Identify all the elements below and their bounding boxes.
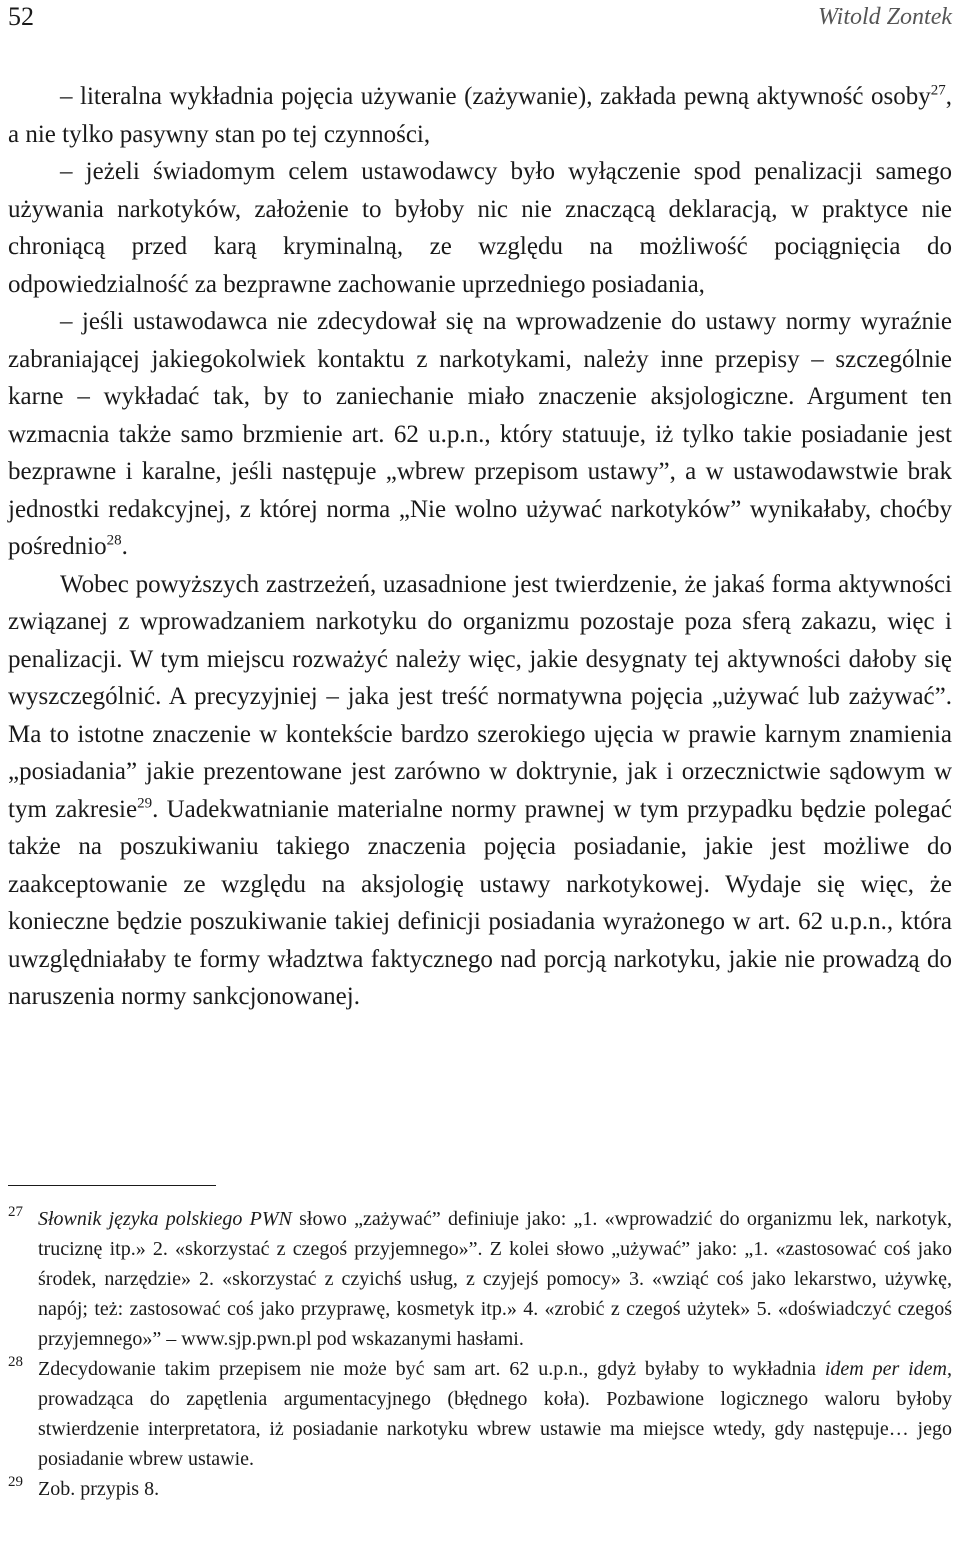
- footnote-ref-28[interactable]: 28: [106, 532, 122, 549]
- paragraph-1: [8, 78, 952, 153]
- footnote-italic-phrase: idem per idem: [824, 1358, 947, 1380]
- footnote-27: [8, 1204, 952, 1354]
- footnote-29: [8, 1474, 952, 1504]
- footnote-text: Zdecydowanie takim przepisem nie może być sam art. 62 u.p.n., gdyż byłaby to wykładnia: [38, 1358, 825, 1380]
- footnote-number: 29: [8, 1474, 23, 1490]
- footnote-number: 28: [8, 1354, 23, 1370]
- page-number: 52: [8, 2, 34, 31]
- paragraph-4-text: Wobec powyższych zastrzeżeń, uzasadnione jest twierdzenie, że jakaś forma aktywności związanej z wprowadzaniem narkotyku do organizmu pozostaje poza sferą zakazu, więc i penalizacji. W tym miejscu rozważyć należy więc, jakie desygnaty tej aktywności dałoby się wyszczególnić. A precyzyjniej – jaka jest treść normatywna pojęcia „używać lub zażywać”. Ma to istotne znaczenie w kontekście bardzo szerokiego ujęcia w prawie karnym znamienia „posiadania” jakie prezentowane jest zarówno w doktrynie, jak i orzecznictwie sądowym w tym zakresie: [8, 570, 952, 823]
- footnote-number: 27: [8, 1204, 23, 1220]
- paragraph-2: [8, 153, 952, 303]
- footnote-28: [8, 1354, 952, 1474]
- paragraph-4-end: . Uadekwatnianie materialne normy prawnej w tym przypadku będzie polegać także na poszukiwaniu takiego znaczenia pojęcia posiadanie, jakie jest możliwe do zaakceptowanie ze względu na aksjologię ustawy narkotykowej. Wydaje się więc, że konieczne będzie poszukiwanie takiej definicji posiadania wyrażonego w art. 62 u.p.n., która uwzględniałaby te formy władztwa faktycznego nad porcją narkotyku, jakie nie prowadzą do naruszenia normy sankcjonowanej.: [8, 795, 952, 1010]
- footnote-title-italic: Słownik języka polskiego PWN: [38, 1208, 292, 1230]
- footnote-text: , prowadząca do zapętlenia argumentacyjnego (błędnego koła). Pozbawione logicznego waloru byłoby stwierdzenie interpretatora, iż posiadanie narkotyku wbrew ustawie ma miejsce wtedy, gdy następuje… jego posiadanie wbrew ustawie.: [38, 1358, 952, 1470]
- footnote-separator: [8, 1185, 216, 1186]
- footnote-ref-27[interactable]: 27: [930, 82, 946, 99]
- footnote-ref-29[interactable]: 29: [137, 795, 153, 812]
- page-header: [8, 0, 952, 40]
- running-head-author: Witold Zontek: [818, 4, 952, 30]
- paragraph-2-text: – jeżeli świadomym celem ustawodawcy było wyłączenie spod penalizacji samego używania narkotyków, założenie to byłoby nic nie znaczącą deklaracją, w praktyce nie chroniącą przed karą kryminalną, ze względu na możliwość pociągnięcia do odpowiedzialność za bezprawne zachowanie uprzedniego posiadania,: [8, 158, 952, 298]
- paragraph-3: [8, 303, 952, 566]
- paragraph-3-text: – jeśli ustawodawca nie zdecydował się na wprowadzenie do ustawy normy wyraźnie zabraniającej jakiegokolwiek kontaktu z narkotykami, należy inne przepisy – szczególnie karne – wykładać tak, by to zaniechanie miało znaczenie aksjologiczne. Argument ten wzmacnia także samo brzmienie art. 62 u.p.n., który statuuje, iż tylko takie posiadanie jest bezprawne i karalne, jeśli następuje „wbrew przepisom ustawy”, a w ustawodawstwie brak jednostki redakcyjnej, z której norma „Nie wolno używać narkotyków” wynikałaby, choćby pośrednio: [8, 308, 952, 560]
- body-text: [8, 78, 952, 1016]
- paragraph-3-end: .: [121, 533, 128, 560]
- paragraph-1-end: , a nie tylko pasywny stan po tej czynności,: [8, 83, 952, 148]
- footnote-text: Zob. przypis 8.: [38, 1478, 160, 1500]
- paragraph-4: [8, 566, 952, 1016]
- footnote-text: słowo „zażywać” definiuje jako: „1. «wprowadzić do organizmu lek, narkotyk, truciznę itp.» 2. «skorzystać z czegoś przyjemnego»”. Z kolei słowo „używać” jako: „1. «zastosować coś jako środek, narzędzie» 2. «skorzystać z czyichś usług, z czyjejś pomocy» 3. «wziąć coś jako lekarstwo, używkę, napój; też: zastosować coś jako przyprawę, kosmetyk itp.» 4. «zrobić z czegoś użytek» 5. «doświadczyć czegoś przyjemnego»” – www.sjp.pwn.pl pod wskazanymi hasłami.: [38, 1208, 953, 1350]
- footnotes: [8, 1204, 952, 1504]
- paragraph-1-text: – literalna wykładnia pojęcia używanie (zażywanie), zakłada pewną aktywność osoby: [60, 83, 931, 110]
